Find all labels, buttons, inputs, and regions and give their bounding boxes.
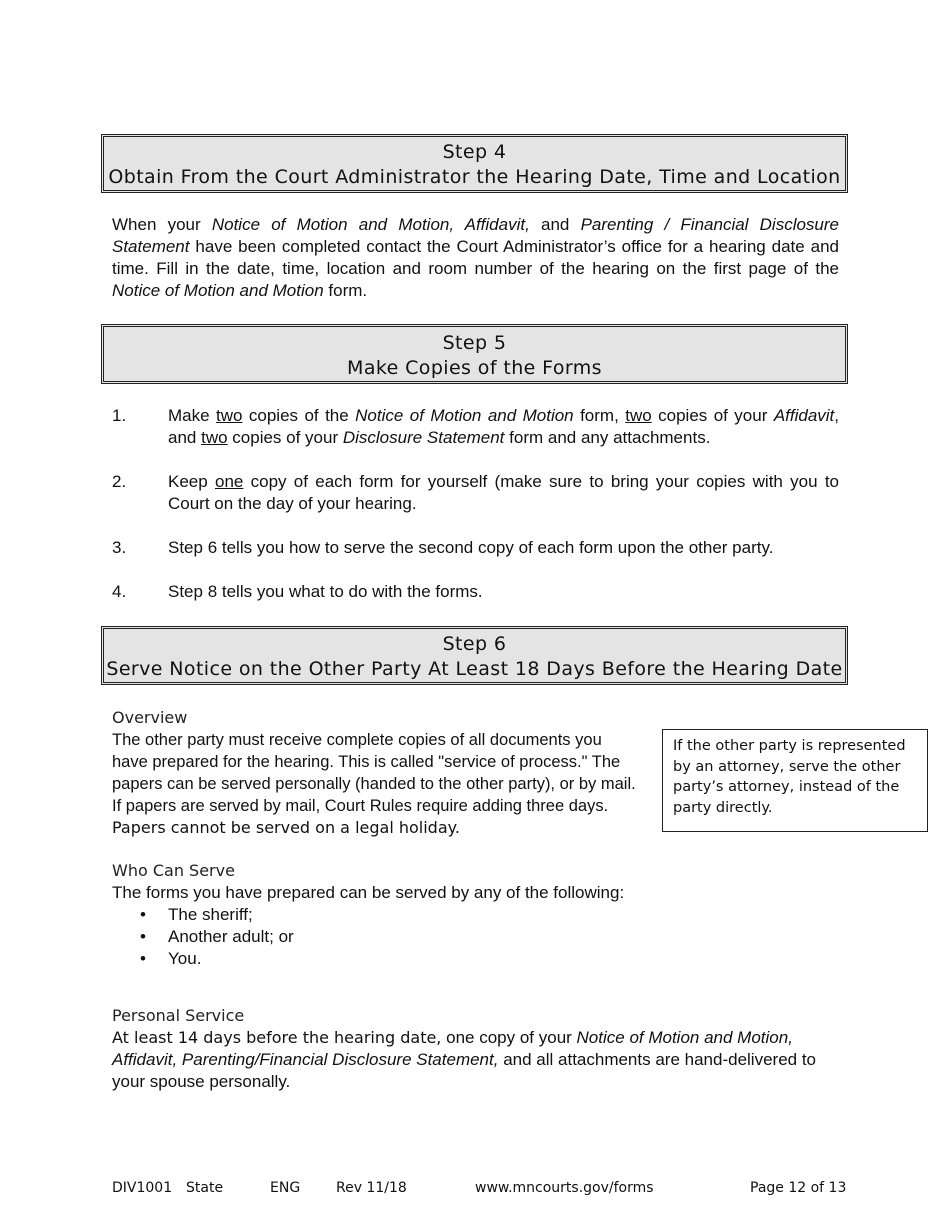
text: Keep <box>168 472 215 491</box>
text: copies of the <box>242 406 356 425</box>
who-list <box>112 904 839 970</box>
list-item <box>112 904 839 926</box>
step4-italic: Notice of Motion and Motion, Affidavit, <box>211 215 530 234</box>
list-item <box>112 948 839 970</box>
text: copy of each form for yourself (make sure to bring your copies with you to Court on the day of your hearing. <box>168 472 839 513</box>
personal-service-section <box>112 1005 839 1093</box>
step4-italic: Parenting / Financial Disclosure Statement <box>112 215 839 256</box>
step4-subtitle: Obtain From the Court Administrator the Hearing Date, Time and Location <box>108 166 841 188</box>
step4-text: When your <box>112 215 212 234</box>
list-item <box>112 537 839 559</box>
overview-line: If papers are served by mail, Court Rules require adding three days. <box>112 797 609 815</box>
text: Another adult; or <box>168 927 294 946</box>
step5-list <box>112 405 839 625</box>
step4-text: have been completed contact the Court Administrator’s office for a hearing date and time. Fill in the date, time, location and room number of the hearing on the first page of the <box>112 237 839 278</box>
footer-page-number: Page 12 of 13 <box>750 1180 847 1196</box>
text: The sheriff; <box>168 905 253 924</box>
text: copies of your <box>227 428 343 447</box>
personal-body <box>112 1027 839 1093</box>
step5-header <box>101 324 848 384</box>
step4-text: form. <box>323 281 368 300</box>
text: form, <box>573 406 626 425</box>
step6-subtitle: Serve Notice on the Other Party At Least 18 Days Before the Hearing Date <box>106 658 843 680</box>
step4-title: Step 4 <box>442 141 507 163</box>
step6-header <box>101 626 848 685</box>
text: and all attachments are hand-delivered to your spouse personally. <box>112 1050 816 1091</box>
text: one copy of your <box>441 1028 577 1047</box>
list-item <box>112 471 839 515</box>
item-number: 4. <box>112 582 127 601</box>
attorney-note-box: If the other party is represented by an attorney, serve the other party’s attorney, instead of the party directly. <box>662 729 928 832</box>
bullet-icon: • <box>140 905 146 924</box>
overview-line: The other party must receive complete copies of all documents you <box>112 731 602 749</box>
text: copies of your <box>651 406 774 425</box>
bullet-icon: • <box>140 927 146 946</box>
list-item <box>112 926 839 948</box>
item-number: 2. <box>112 472 127 491</box>
text: form and any attachments. <box>504 428 711 447</box>
underlined: two <box>201 428 228 447</box>
text: , and <box>168 406 840 447</box>
overview-line: Papers cannot be served on a legal holiday. <box>112 818 460 837</box>
underlined: one <box>214 472 244 491</box>
text: At least 14 days before the hearing date, <box>112 1028 442 1047</box>
personal-heading: Personal Service <box>112 1006 245 1025</box>
who-heading: Who Can Serve <box>112 861 235 880</box>
overview-section <box>112 707 652 839</box>
footer-state: State <box>186 1180 224 1196</box>
italic: Affidavit <box>773 406 835 425</box>
step4-header <box>101 134 848 193</box>
footer-revision: Rev 11/18 <box>336 1180 407 1196</box>
bullet-icon: • <box>140 949 146 968</box>
item-number: 3. <box>112 538 127 557</box>
step5-title: Step 5 <box>442 332 507 354</box>
who-intro: The forms you have prepared can be served by any of the following: <box>112 883 625 902</box>
underlined: two <box>216 406 243 425</box>
text: Make <box>168 406 216 425</box>
italic: Disclosure Statement <box>342 428 505 447</box>
text: Step 6 tells you how to serve the second copy of each form upon the other party. <box>168 538 774 557</box>
text: Step 8 tells you what to do with the forms. <box>168 582 483 601</box>
step4-text: and <box>529 215 581 234</box>
list-item <box>112 581 839 603</box>
step4-italic: Notice of Motion and Motion <box>112 281 324 300</box>
footer-form-number: DIV1001 <box>112 1180 173 1196</box>
overview-line: have prepared for the hearing. This is called "service of process." The <box>112 753 621 771</box>
list-item <box>112 405 839 449</box>
overview-line: papers can be served personally (handed to the other party), or by mail. <box>112 775 636 793</box>
who-can-serve-section <box>112 860 839 970</box>
footer-language: ENG <box>270 1180 301 1196</box>
step6-title: Step 6 <box>442 633 507 655</box>
footer-url[interactable]: www.mncourts.gov/forms <box>475 1180 654 1196</box>
overview-heading: Overview <box>112 708 188 727</box>
item-number: 1. <box>112 406 127 425</box>
step5-subtitle: Make Copies of the Forms <box>347 357 602 379</box>
italic: Notice of Motion and Motion <box>355 406 574 425</box>
text: You. <box>168 949 202 968</box>
step4-body <box>112 214 839 302</box>
italic: Notice of Motion and Motion, Affidavit, Parenting/Financial Disclosure Statement, <box>112 1028 793 1069</box>
underlined: two <box>625 406 652 425</box>
